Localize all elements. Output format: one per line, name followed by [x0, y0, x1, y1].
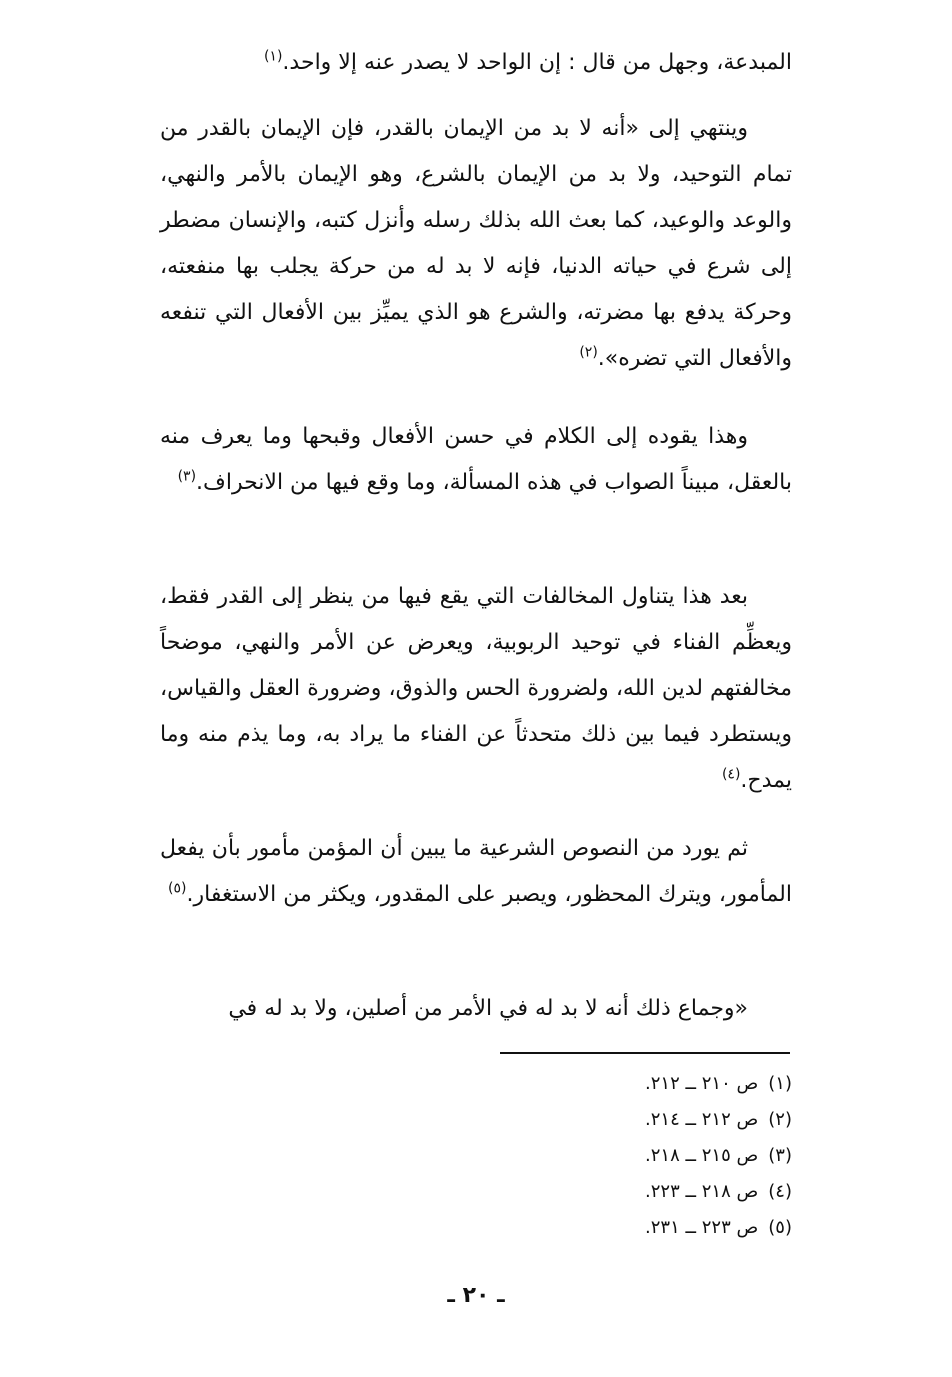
footnote-ref: (٥) [168, 880, 187, 897]
paragraph-text: وهذا يقوده إلى الكلام في حسن الأفعال وقبحها وما يعرف منه بالعقل، مبيناً الصواب في هذه المسألة، وما وقع فيها من الانحراف. [160, 424, 792, 495]
footnote-number: (٣) [768, 1145, 792, 1166]
footnote-ref: (٣) [177, 468, 197, 485]
footnote-text: ص ٢٢٣ ــ ٢٣١. [645, 1217, 759, 1238]
footnote-item [492, 1210, 792, 1246]
paragraph-text: بعد هذا يتناول المخالفات التي يقع فيها من ينظر إلى القدر فقط، ويعظِّم الفناء في توحيد الربوبية، ويعرض عن الأمر والنهي، موضحاً مخالفتهم لدين الله، ولضرورة الحس والذوق، وضرورة العقل والقياس، ويستطرد فيما بين ذلك متحدثاً عن الفناء ما يراد به، وما يذم منه وما يمدح. [160, 584, 792, 793]
paragraph-2 [160, 106, 792, 382]
paragraph-6 [160, 986, 792, 1032]
footnote-number: (٢) [768, 1109, 792, 1130]
footnote-text: ص ٢١٢ ــ ٢١٤. [645, 1109, 759, 1130]
footnote-number: (١) [768, 1073, 792, 1094]
paragraph-3 [160, 414, 792, 506]
paragraph-4 [160, 574, 792, 804]
footnote-item [492, 1174, 792, 1210]
page-number: ـ ٢٠ ـ [447, 1283, 505, 1308]
footnote-item [492, 1138, 792, 1174]
footnote-text: ص ٢١٠ ــ ٢١٢. [645, 1073, 759, 1094]
footnote-text: ص ٢١٥ ــ ٢١٨. [645, 1145, 759, 1166]
footnote-item [492, 1066, 792, 1102]
footnote-ref: (١) [263, 48, 283, 65]
paragraph-text: «وجماع ذلك أنه لا بد له في الأمر من أصلين، ولا بد له في [228, 996, 748, 1021]
paragraph-5 [160, 826, 792, 918]
footnote-ref: (٢) [579, 344, 598, 361]
footnote-separator [500, 1052, 790, 1054]
paragraph-1 [160, 40, 792, 86]
footnote-number: (٥) [768, 1217, 792, 1238]
footnote-number: (٤) [768, 1181, 792, 1202]
footnote-ref: (٤) [721, 766, 741, 783]
paragraph-text: وينتهي إلى «أنه لا بد من الإيمان بالقدر، فإن الإيمان بالقدر من تمام التوحيد، ولا بد من الإيمان بالشرع، وهو الإيمان بالأمر والنهي، والوعد والوعيد، كما بعث الله بذلك رسله وأنزل كتبه، والإنسان مضطر إلى شرع في حياته الدنيا، فإنه لا بد له من حركة يجلب بها منفعته، وحركة يدفع بها مضرته، والشرع هو الذي يميِّز بين الأفعال التي تنفعه والأفعال التي تضره». [160, 116, 792, 371]
footnotes [492, 1066, 792, 1246]
footnote-text: ص ٢١٨ ــ ٢٢٣. [645, 1181, 759, 1202]
footnote-item [492, 1102, 792, 1138]
paragraph-text: المبدعة، وجهل من قال : إن الواحد لا يصدر عنه إلا واحد. [282, 50, 792, 75]
paragraph-text: ثم يورد من النصوص الشرعية ما يبين أن المؤمن مأمور بأن يفعل المأمور، ويترك المحظور، ويصبر على المقدور، ويكثر من الاستغفار. [160, 836, 792, 907]
